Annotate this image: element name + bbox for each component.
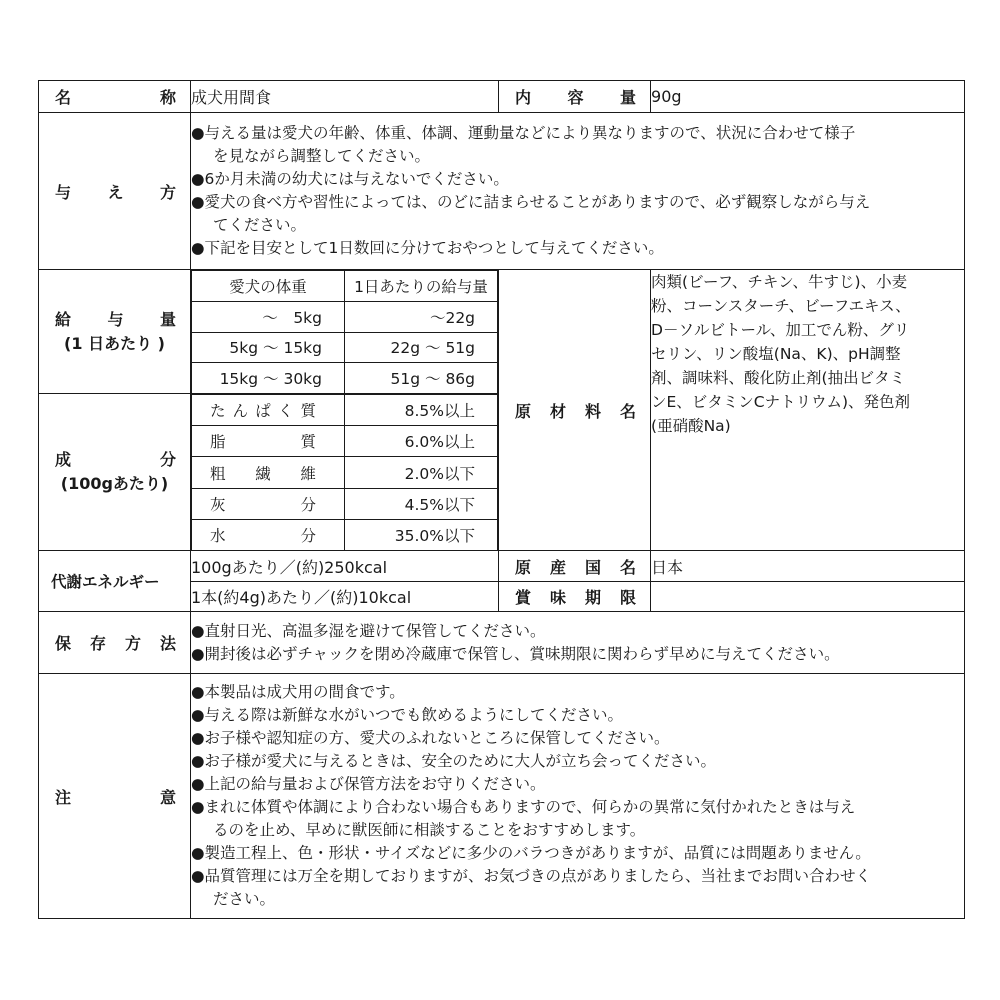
ingredients-text (651, 270, 965, 551)
row-storage (39, 612, 965, 674)
feeding-line: を見ながら調整してください。 (213, 147, 431, 165)
composition-label-cell (39, 394, 191, 551)
table-row (192, 519, 498, 550)
composition-table-cell (191, 394, 499, 551)
name-value: 成犬用間食 (191, 81, 499, 113)
bestbefore-label-cell (499, 582, 651, 612)
feeding-line: ●与える量は愛犬の年齢、体重、体調、運動量などにより異なりますので、状況に合わせて様子 (191, 124, 856, 142)
ingredients-label-cell (499, 270, 651, 551)
feeding-text (191, 113, 965, 270)
nutrient-value: 2.0%以下 (345, 457, 498, 488)
caution-label-cell (39, 674, 191, 919)
nutrient-name: た ん ぱ く 質 (192, 395, 345, 426)
storage-line: ●開封後は必ずチャックを閉め冷蔵庫で保管し、賞味期限に関わらず早めに与えてください。 (191, 644, 840, 663)
ingredients-line: 剤、調味料、酸化防止剤(抽出ビタミ (651, 369, 906, 387)
feeding-label-cell (39, 113, 191, 270)
table-row (192, 301, 498, 332)
daily-amount-label: 給 与 量 (1 日あたり ) (55, 309, 176, 353)
nutrient-name: 水 分 (192, 519, 345, 550)
amount-cell: 51g ～ 86g (345, 363, 498, 393)
caution-label: 注 意 (55, 787, 176, 807)
product-info-sheet (38, 80, 965, 919)
daily-amount-table (191, 270, 498, 393)
table-row (192, 426, 498, 457)
ingredients-line: D－ソルビトール、加工でん粉、グリ (651, 321, 910, 339)
table-row (192, 363, 498, 393)
table-row (192, 488, 498, 519)
ingredients-line: 肉類(ビーフ、チキン、牛すじ)、小麦 (651, 273, 908, 291)
row-daily-amount (39, 270, 965, 394)
content-value: 90g (651, 81, 965, 113)
caution-line: ●お子様が愛犬に与えるときは、安全のために大人が立ち会ってください。 (191, 752, 717, 770)
daily-amount-label-cell (39, 270, 191, 394)
content-label-cell (499, 81, 651, 113)
storage-label: 保 存 方 法 (55, 634, 176, 653)
caution-line: ●与える際は新鮮な水がいつでも飲めるようにしてください。 (191, 706, 624, 724)
ingredients-line: 粉、コーンスターチ、ビーフエキス、 (651, 297, 911, 315)
row-name (39, 81, 965, 113)
ingredients-line: セリン、リン酸塩(Na、K)、pH調整 (651, 345, 901, 363)
energy-per100: 100gあたり／(約)250kcal (191, 551, 499, 582)
caution-line: ●お子様や認知症の方、愛犬のふれないところに保管してください。 (191, 729, 670, 747)
energy-label: 代謝エネルギー (51, 573, 160, 591)
caution-line: ●上記の給与量および保管方法をお守りください。 (191, 775, 546, 793)
row-feeding (39, 113, 965, 270)
feeding-line: ●6か月未満の幼犬には与えないでください。 (191, 170, 509, 188)
weight-cell: ～ 5kg (192, 301, 345, 332)
nutrient-value: 35.0%以下 (345, 519, 498, 550)
ingredients-line: (亜硝酸Na) (651, 417, 731, 435)
table-row (192, 332, 498, 363)
ingredients-line: ンE、ビタミンCナトリウム)、発色剤 (651, 393, 911, 411)
bestbefore-value (651, 582, 965, 612)
name-label: 名 称 (55, 88, 176, 107)
feeding-line: ●愛犬の食べ方や習性によっては、のどに詰まらせることがありますので、必ず観察しながら与え (191, 193, 871, 211)
nutrient-value: 4.5%以下 (345, 488, 498, 519)
product-info-table (38, 80, 965, 919)
ingredients-label: 原 材 料 名 (515, 401, 636, 421)
caution-line: ●製造工程上、色・形状・サイズなどに多少のバラつきがありますが、品質には問題ありません。 (191, 844, 871, 862)
nutrient-name: 脂 質 (192, 426, 345, 457)
feeding-label: 与 え 方 (55, 182, 176, 202)
caution-line: ださい。 (213, 890, 276, 908)
amount-header: 1日あたりの給与量 (345, 271, 498, 302)
energy-label-cell (39, 551, 191, 612)
daily-amount-header-row (192, 271, 498, 302)
composition-table (191, 394, 498, 550)
storage-line: ●直射日光、高温多湿を避けて保管してください。 (191, 621, 546, 640)
caution-line: るのを止め、早めに獣医師に相談することをおすすめします。 (213, 821, 646, 839)
storage-text (191, 612, 965, 674)
nutrient-value: 8.5%以上 (345, 395, 498, 426)
amount-cell: ～22g (345, 301, 498, 332)
caution-line: ●品質管理には万全を期しておりますが、お気づきの点がありましたら、当社までお問い合わせく (191, 867, 872, 885)
weight-cell: 15kg ～ 30kg (192, 363, 345, 393)
origin-label-cell (499, 551, 651, 582)
storage-label-cell (39, 612, 191, 674)
daily-amount-table-cell (191, 270, 499, 394)
nutrient-name: 粗 繊 維 (192, 457, 345, 488)
feeding-line: てください。 (213, 216, 307, 234)
table-row (192, 395, 498, 426)
origin-label: 原 産 国 名 (515, 557, 636, 577)
nutrient-value: 6.0%以上 (345, 426, 498, 457)
energy-per-piece: 1本(約4g)あたり／(約)10kcal (191, 582, 499, 612)
caution-line: ●本製品は成犬用の間食です。 (191, 683, 405, 701)
row-energy-origin (39, 551, 965, 582)
amount-cell: 22g ～ 51g (345, 332, 498, 363)
name-label-cell (39, 81, 191, 113)
origin-value: 日本 (651, 551, 965, 582)
nutrient-name: 灰 分 (192, 488, 345, 519)
feeding-line: ●下記を目安として1日数回に分けておやつとして与えてください。 (191, 239, 664, 257)
weight-cell: 5kg ～ 15kg (192, 332, 345, 363)
row-caution (39, 674, 965, 919)
composition-label: 成 分 (100gあたり) (55, 450, 176, 493)
weight-header: 愛犬の体重 (192, 271, 345, 302)
content-label: 内 容 量 (515, 88, 636, 107)
table-row (192, 457, 498, 488)
caution-line: ●まれに体質や体調により合わない場合もありますので、何らかの異常に気付かれたときは与え (191, 798, 856, 816)
caution-text (191, 674, 965, 919)
bestbefore-label: 賞 味 期 限 (515, 588, 636, 607)
